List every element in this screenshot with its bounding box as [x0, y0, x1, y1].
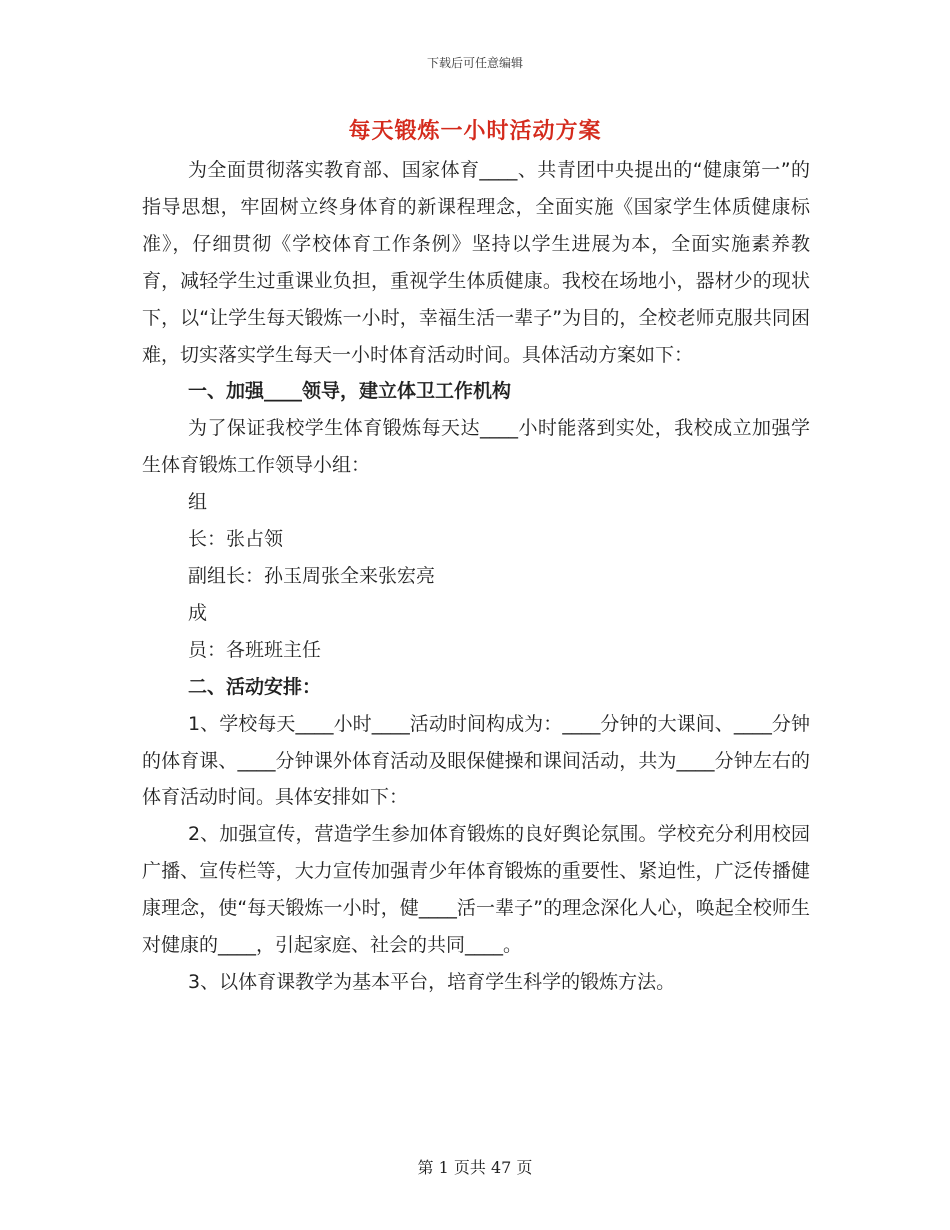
item-2-paragraph: 2、加强宣传，营造学生参加体育锻炼的良好舆论氛围。学校充分利用校园广播、宣传栏等，大力宣传加强青少年体育锻炼的重要性、紧迫性，广泛传播健康理念，使“每天锻炼一小时，健____活一辈子”的理念深化人心，唤起全校师生对健康的____，引起家庭、社会的共同____。 [142, 823, 810, 957]
page-footer: 第 1 页共 47 页 [417, 1158, 533, 1177]
intro-paragraph: 为全面贯彻落实教育部、国家体育____、共青团中央提出的“健康第一”的指导思想，牢固树立终身体育的新课程理念，全面实施《国家学生体质健康标准》，仔细贯彻《学校体育工作条例》坚持以学生进展为本，全面实施素养教育，减轻学生过重课业负担，重视学生体质健康。我校在场地小，器材少的现状下，以“让学生每天锻炼一小时，幸福生活一辈子”为目的，全校老师克服共同困难，切实落实学生每天一小时体育活动时间。具体活动方案如下： [142, 159, 810, 366]
section2-heading: 二、活动安排： [188, 675, 322, 698]
section1-heading: 一、加强____领导，建立体卫工作机构 [188, 380, 512, 403]
item-3-paragraph: 3、以体育课教学为基本平台，培育学生科学的锻炼方法。 [188, 970, 676, 993]
leader-line-2: 长：张占领 [188, 528, 284, 551]
member-line-1: 成 [188, 601, 208, 624]
header-note: 下载后可任意编辑 [426, 56, 523, 70]
section1-paragraph: 为了保证我校学生体育锻炼每天达____小时能落到实处，我校成立加强学生体育锻炼工作领导小组： [142, 417, 810, 477]
document-body [142, 152, 810, 1001]
member-line-2: 员：各班班主任 [188, 638, 322, 661]
item-1-paragraph: 1、学校每天____小时____活动时间构成为：____分钟的大课间、____分钟的体育课、____分钟课外体育活动及眼保健操和课间活动，共为____分钟左右的体育活动时间。具体安排如下： [142, 712, 810, 809]
deputy-line: 副组长：孙玉周张全来张宏亮 [188, 564, 436, 587]
document-title: 每天锻炼一小时活动方案 [348, 119, 602, 144]
leader-line-1: 组 [188, 491, 208, 514]
